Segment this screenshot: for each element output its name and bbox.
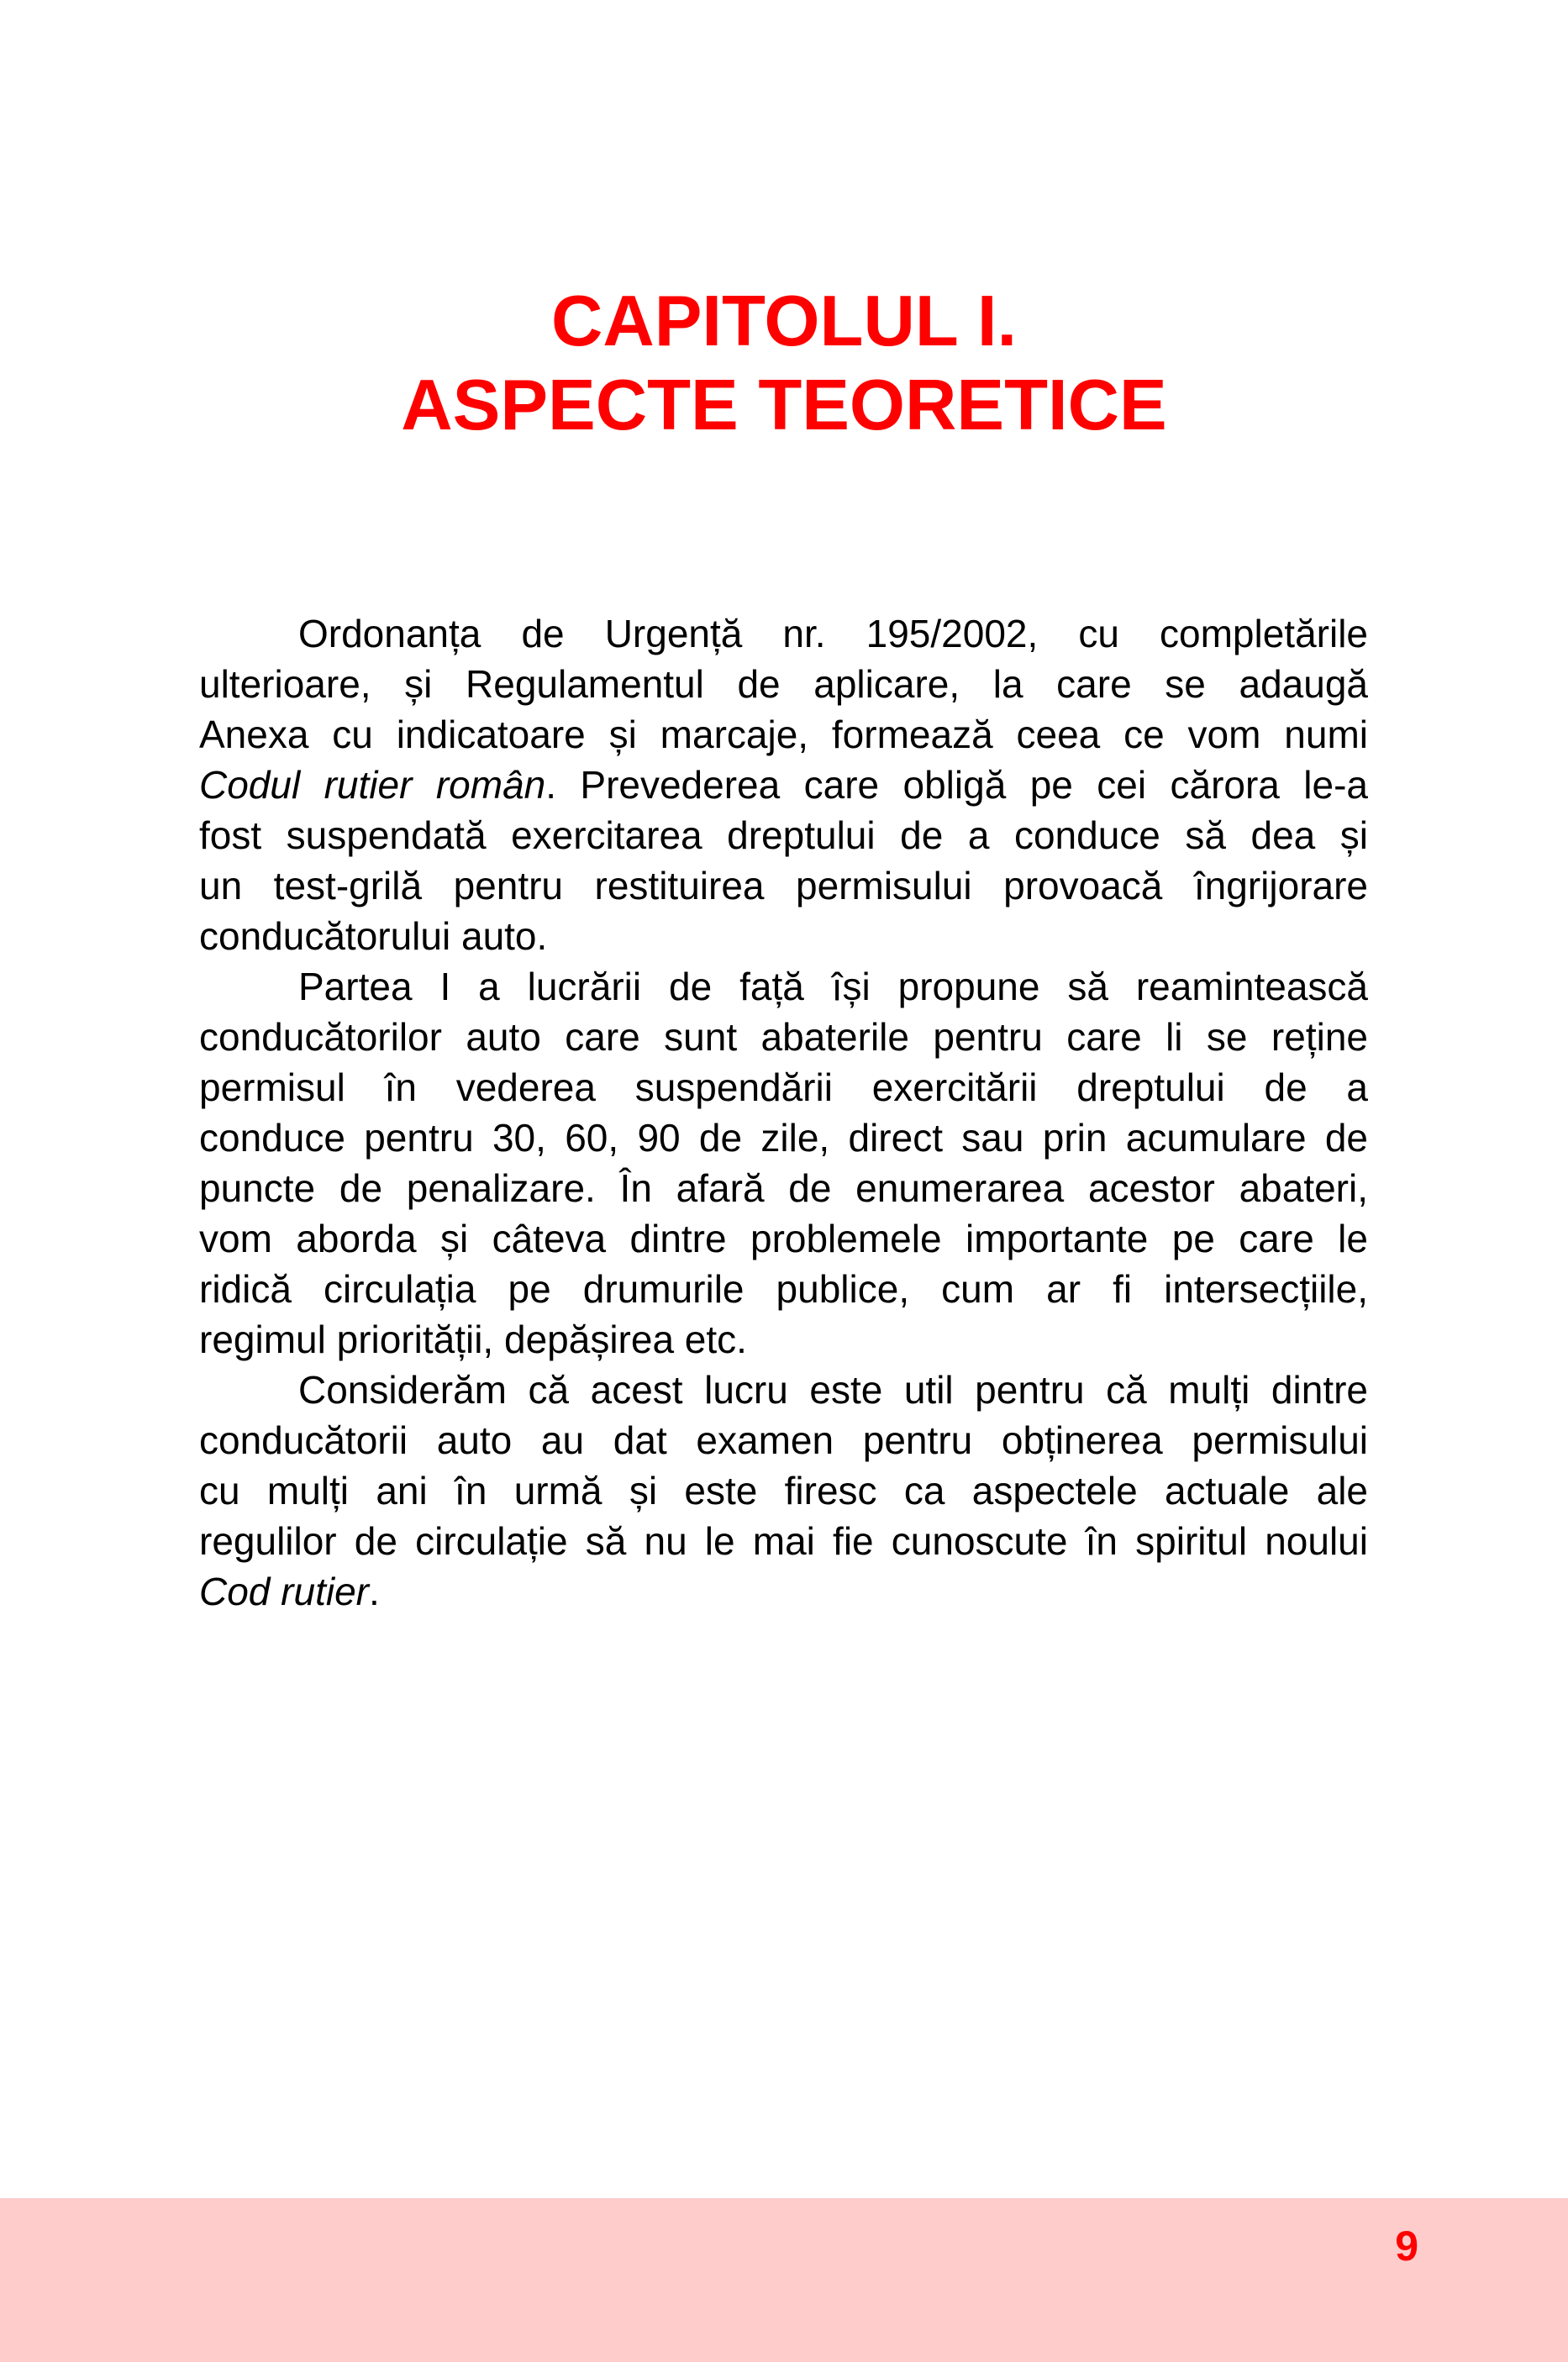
text-segment: . Prevederea care obligă pe cei cărora le-a bbox=[545, 763, 1368, 807]
italic-text: Cod rutier bbox=[199, 1570, 369, 1613]
text-segment: conducătorului auto. bbox=[199, 914, 548, 958]
footer-band bbox=[0, 2198, 1568, 2362]
text-segment: Anexa cu indicatoare și marcaje, formează ceea ce vom numi bbox=[199, 713, 1368, 756]
text-line bbox=[199, 709, 1368, 760]
text-segment: fost suspendată exercitarea dreptului de a conduce să dea și bbox=[199, 813, 1368, 857]
text-line bbox=[199, 1516, 1368, 1566]
text-line bbox=[199, 1264, 1368, 1314]
text-line bbox=[199, 860, 1368, 911]
text-segment: ridică circulația pe drumurile publice, cum ar fi intersecțiile, bbox=[199, 1267, 1368, 1311]
page-number: 9 bbox=[1395, 2223, 1418, 2270]
text-line bbox=[199, 1213, 1368, 1264]
text-line bbox=[199, 1062, 1368, 1113]
text-segment: un test-grilă pentru restituirea permisului provoacă îngrijorare bbox=[199, 864, 1368, 907]
text-line bbox=[199, 1465, 1368, 1516]
text-line bbox=[199, 810, 1368, 860]
chapter-heading bbox=[0, 280, 1568, 448]
text-line bbox=[199, 1012, 1368, 1062]
text-segment: puncte de penalizare. În afară de enumerarea acestor abateri, bbox=[199, 1166, 1368, 1210]
text-line bbox=[199, 1163, 1368, 1213]
text-segment: conducătorii auto au dat examen pentru obținerea permisului bbox=[199, 1418, 1368, 1462]
text-line bbox=[199, 1314, 1368, 1365]
text-segment: regimul priorității, depășirea etc. bbox=[199, 1318, 747, 1361]
text-segment: vom aborda și câteva dintre problemele importante pe care le bbox=[199, 1217, 1368, 1260]
paragraph bbox=[199, 961, 1368, 1365]
body-text bbox=[199, 608, 1368, 1617]
text-segment: Considerăm că acest lucru este util pentru că mulți dintre bbox=[298, 1368, 1368, 1412]
paragraph bbox=[199, 1365, 1368, 1617]
text-line bbox=[199, 1415, 1368, 1465]
text-segment: ulterioare, și Regulamentul de aplicare, la care se adaugă bbox=[199, 662, 1368, 706]
text-line bbox=[199, 608, 1368, 659]
text-line bbox=[199, 1113, 1368, 1163]
text-segment: Ordonanța de Urgență nr. 195/2002, cu completările bbox=[298, 612, 1368, 655]
text-segment: cu mulți ani în urmă și este firesc ca aspectele actuale ale bbox=[199, 1469, 1368, 1512]
text-segment: conducătorilor auto care sunt abaterile pentru care li se reține bbox=[199, 1015, 1368, 1059]
italic-text: Codul rutier român bbox=[199, 763, 546, 807]
text-segment: Partea I a lucrării de față își propune să reamintească bbox=[298, 965, 1368, 1008]
chapter-title: ASPECTE TEORETICE bbox=[401, 366, 1167, 445]
text-line bbox=[199, 659, 1368, 709]
chapter-number: CAPITOLUL I. bbox=[550, 281, 1018, 361]
text-line bbox=[199, 760, 1368, 810]
text-segment: regulilor de circulație să nu le mai fie cunoscute în spiritul noului bbox=[199, 1519, 1368, 1563]
text-segment: permisul în vederea suspendării exercitării dreptului de a bbox=[199, 1065, 1368, 1109]
paragraph bbox=[199, 608, 1368, 961]
text-line bbox=[199, 961, 1368, 1012]
text-segment: conduce pentru 30, 60, 90 de zile, direct sau prin acumulare de bbox=[199, 1116, 1368, 1160]
text-line bbox=[199, 1566, 1368, 1617]
text-line bbox=[199, 1365, 1368, 1415]
text-line bbox=[199, 911, 1368, 961]
text-segment: . bbox=[368, 1570, 380, 1613]
